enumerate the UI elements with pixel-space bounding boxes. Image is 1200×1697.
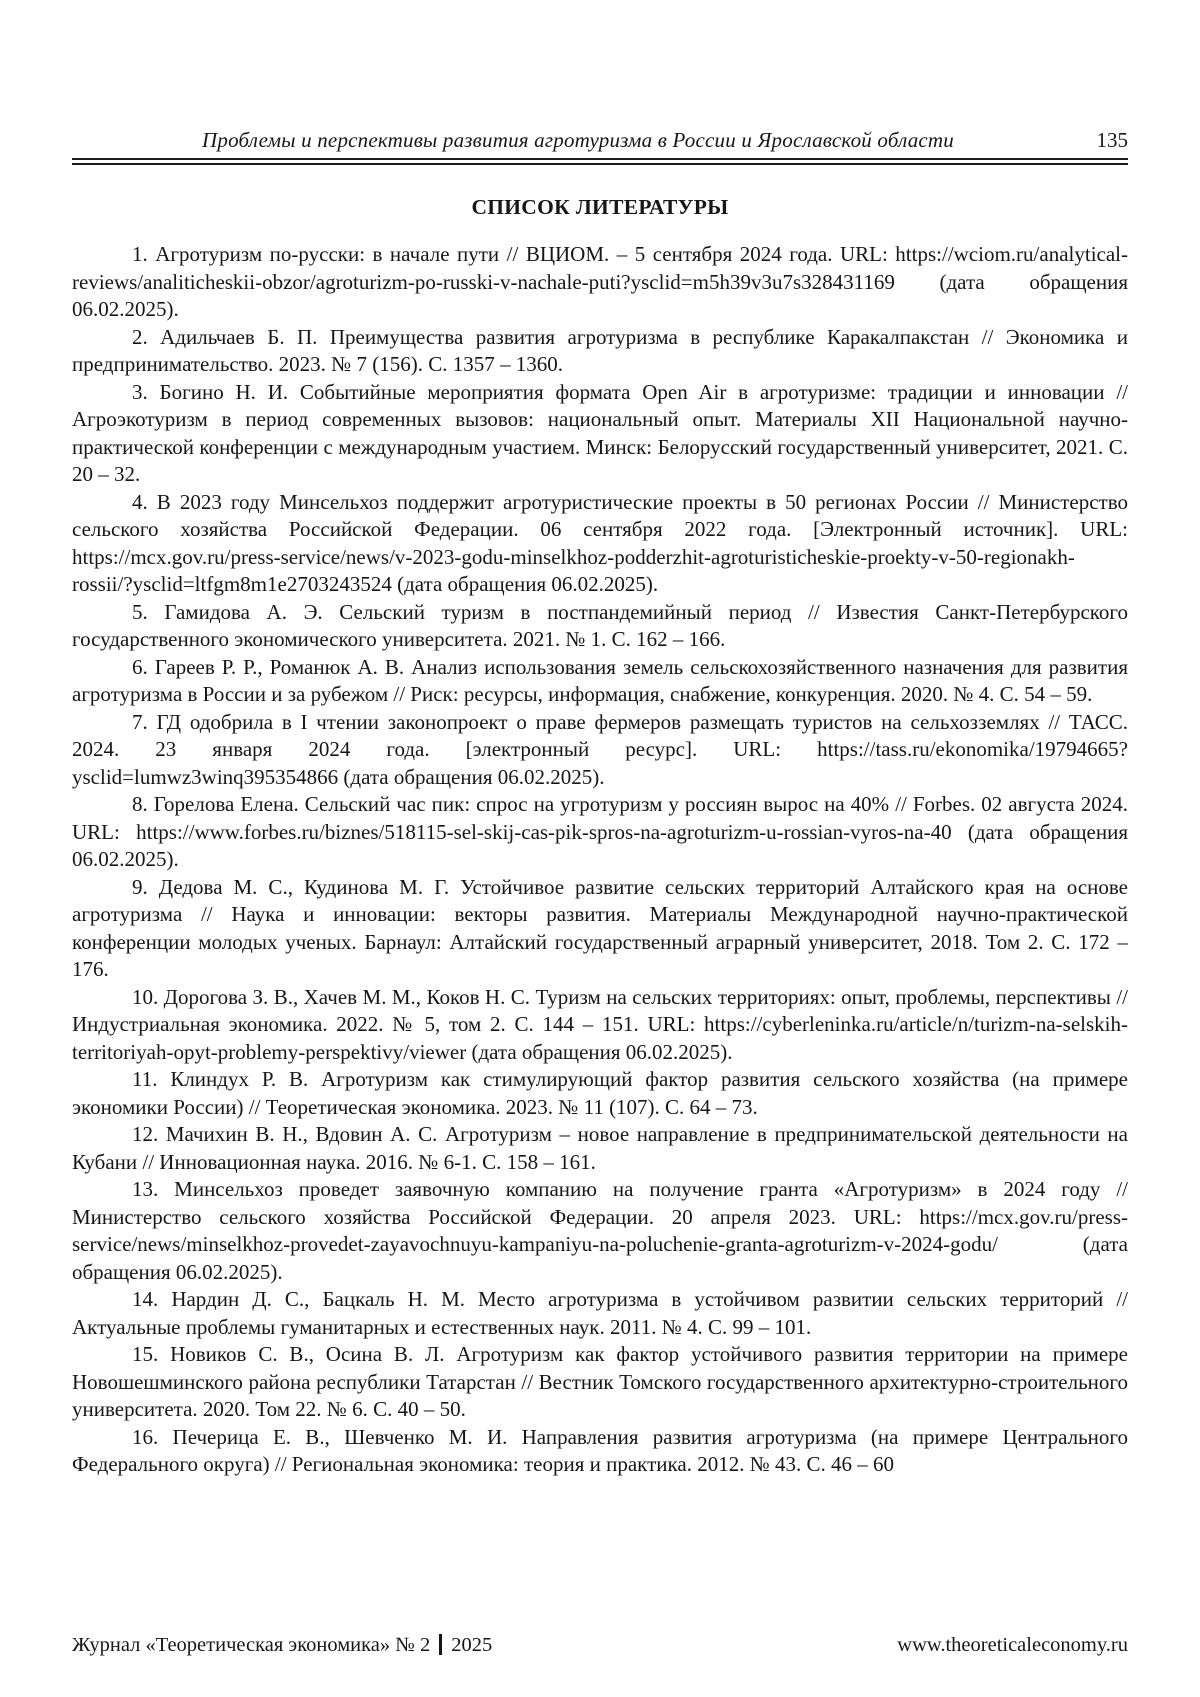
reference-item: 10. Дорогова З. В., Хачев М. М., Коков Н. С. Туризм на сельских территориях: опыт, проблемы, перспективы // Индустриальная экономика. 2022. № 5, том 2. С. 144 – 151. URL: https://cyberleninka.ru/article/n/turizm-na-selskih-territoriyah-opyt-problemy-perspektivy/viewer (дата обращения 06.02.2025). bbox=[72, 984, 1128, 1064]
references-list bbox=[72, 241, 1128, 1479]
reference-item: 7. ГД одобрила в I чтении законопроект о праве фермеров размещать туристов на сельхозземлях // ТАСС. 2024. 23 января 2024 года. [электронный ресурс]. URL: https://tass.ru/ekonomika/19794665?ysclid=lumwz3winq395354866 (дата обращения 06.02.2025). bbox=[72, 709, 1128, 789]
footer-website: www.theoreticaleconomy.ru bbox=[897, 1634, 1128, 1656]
footer-separator-bar bbox=[439, 1634, 442, 1655]
page-footer bbox=[72, 1634, 1128, 1657]
running-title: Проблемы и перспективы развития агротуризма в России и Ярославской области bbox=[202, 128, 954, 152]
footer-year: 2025 bbox=[451, 1634, 493, 1656]
section-title: СПИСОК ЛИТЕРАТУРЫ bbox=[471, 195, 729, 219]
header-double-rule bbox=[72, 158, 1128, 165]
reference-item: 13. Минсельхоз проведет заявочную компанию на получение гранта «Агротуризм» в 2024 году // Министерство сельского хозяйства Российской Федерации. 20 апреля 2023. URL: https://mcx.gov.ru/press-service/news/minselkhoz-provedet-zayavochnuyu-kampaniyu-na-poluchenie-granta-agroturizm-v-2024-godu/ (дата обращения 06.02.2025). bbox=[72, 1177, 1128, 1284]
running-head bbox=[72, 128, 1128, 152]
reference-item: 1. Агротуризм по-русски: в начале пути // ВЦИОМ. – 5 сентября 2024 года. URL: https://wciom.ru/analytical-reviews/analiticheskii-obzor/agroturizm-po-russki-v-nachale-puti?ysclid=m5h39v3u7s328431169 (дата обращения 06.02.2025). bbox=[72, 242, 1128, 321]
reference-item: 11. Клиндух Р. В. Агротуризм как стимулирующий фактор развития сельского хозяйства (на примере экономики России) // Теоретическая экономика. 2023. № 11 (107). С. 64 – 73. bbox=[72, 1067, 1128, 1119]
reference-item: 6. Гареев Р. Р., Романюк А. В. Анализ использования земель сельскохозяйственного назначения для развития агротуризма в России и за рубежом // Риск: ресурсы, информация, снабжение, конкуренция. 2020. № 4. С. 54 – 59. bbox=[72, 654, 1128, 706]
reference-item: 14. Нардин Д. С., Бацкаль Н. М. Место агротуризма в устойчивом развитии сельских территорий // Актуальные проблемы гуманитарных и естественных наук. 2011. № 4. С. 99 – 101. bbox=[72, 1287, 1128, 1339]
reference-item: 4. В 2023 году Минсельхоз поддержит агротуристические проекты в 50 регионах России // Министерство сельского хозяйства Российской Федерации. 06 сентября 2022 года. [Электронный источник]. URL: https://mcx.gov.ru/press-service/news/v-2023-godu-minselkhoz-podderzhit-agroturisticheskie-proekty-v-50-regionakh-rossii/?ysclid=ltfgm8m1e2703243524 (дата обращения 06.02.2025). bbox=[72, 489, 1128, 596]
reference-item: 5. Гамидова А. Э. Сельский туризм в постпандемийный период // Известия Санкт-Петербурского государственного экономического университета. 2021. № 1. С. 162 – 166. bbox=[72, 599, 1128, 651]
reference-item: 9. Дедова М. С., Кудинова М. Г. Устойчивое развитие сельских территорий Алтайского края на основе агротуризма // Наука и инновации: векторы развития. Материалы Международной научно-практической конференции молодых ученых. Барнаул: Алтайский государственный аграрный университет, 2018. Том 2. С. 172 – 176. bbox=[72, 874, 1128, 981]
reference-item: 3. Богино Н. И. Событийные мероприятия формата Open Air в агротуризме: традиции и инновации // Агроэкотуризм в период современных вызовов: национальный опыт. Материалы XII Национальной научно-практической конференции с международным участием. Минск: Белорусский государственный университет, 2021. С. 20 – 32. bbox=[72, 379, 1128, 486]
footer-journal-title: Журнал «Теоретическая экономика» № 2 bbox=[72, 1634, 431, 1656]
page-number: 135 bbox=[1096, 128, 1128, 152]
reference-item: 8. Горелова Елена. Сельский час пик: спрос на угротуризм у россиян вырос на 40% // Forbes. 02 августа 2024. URL: https://www.forbes.ru/biznes/518115-sel-skij-cas-pik-spros-na-agroturizm-u-rossian-vyros-na-40 (дата обращения 06.02.2025). bbox=[72, 792, 1128, 871]
reference-item: 16. Печерица Е. В., Шевченко М. И. Направления развития агротуризма (на примере Центрального Федерального округа) // Региональная экономика: теория и практика. 2012. № 43. С. 46 – 60 bbox=[72, 1424, 1128, 1476]
reference-item: 2. Адильчаев Б. П. Преимущества развития агротуризма в республике Каракалпакстан // Экономика и предпринимательство. 2023. № 7 (156). С. 1357 – 1360. bbox=[72, 324, 1128, 376]
reference-item: 15. Новиков С. В., Осина В. Л. Агротуризм как фактор устойчивого развития территории на примере Новошешминского района республики Татарстан // Вестник Томского государственного архитектурно-строительного университета. 2020. Том 22. № 6. С. 40 – 50. bbox=[72, 1342, 1128, 1421]
reference-item: 12. Мачихин В. Н., Вдовин А. С. Агротуризм – новое направление в предпринимательской деятельности на Кубани // Инновационная наука. 2016. № 6-1. С. 158 – 161. bbox=[72, 1122, 1128, 1174]
footer-journal bbox=[72, 1634, 492, 1657]
